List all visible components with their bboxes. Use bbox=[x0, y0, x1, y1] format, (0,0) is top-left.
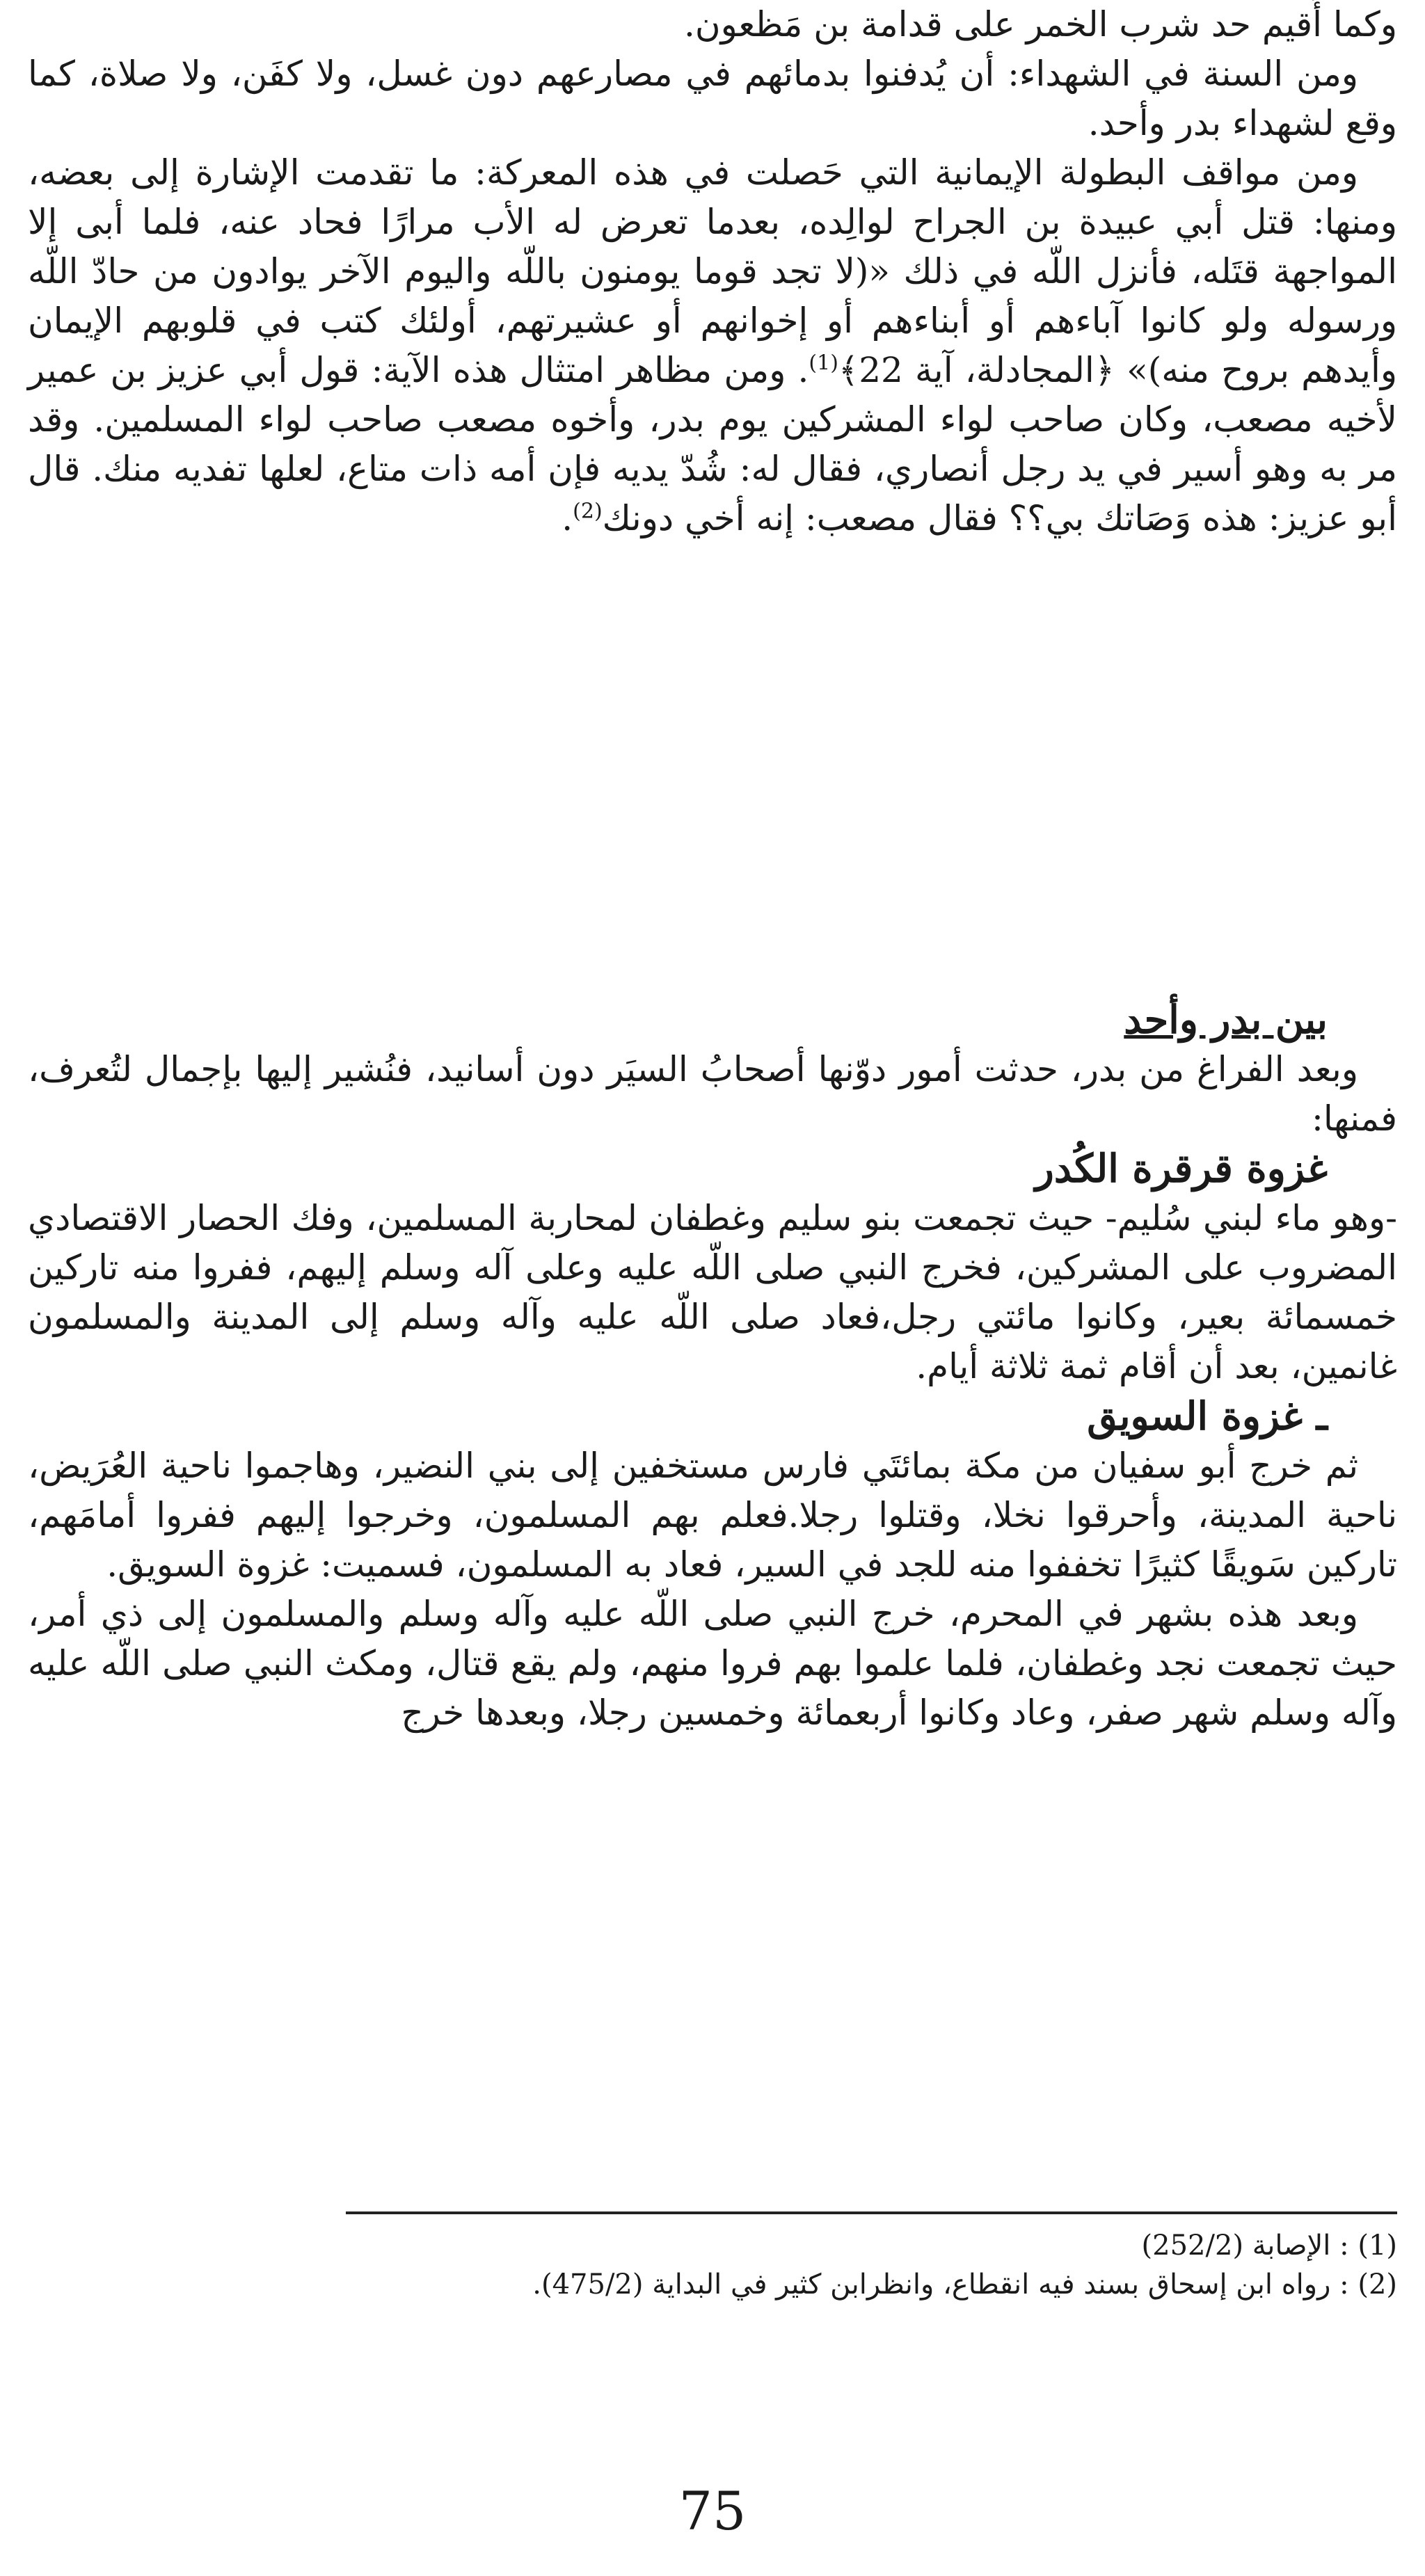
paragraph-kudr: -وهو ماء لبني سُليم- حيث تجمعت بنو سليم وغطفان لمحاربة المسلمين، وفك الحصار الاقتصادي المضروب على المشركين، فخرج النبي صلى اللّه عليه وعلى آله وسلم إليهم، ففروا منه تاركين خمسمائة بعير، وكانوا مائتي رجل،فعاد صلى اللّه عليه وآله وسلم إلى المدينة والمسلمون غانمين، بعد أن أقام ثمة ثلاثة أيام. bbox=[28, 1198, 1397, 1386]
paragraph-heroism-text: ومن مواقف البطولة الإيمانية التي حَصلت في هذه المعركة: ما تقدمت الإشارة إلى بعضه، ومنها: قتل أبي عبيدة بن الجراح لوالِده، بعدما تعرض له الأب مرارًا فحاد عنه، فلما أبى إلا المواجهة قتَله، فأنزل اللّه في ذلك «(لا تجد قوما يومنون باللّه واليوم الآخر يوادون من حادّ اللّه ورسوله ولو كانوا آباءهم أو أبناءهم أو إخوانهم أو عشيرتهم، أولئك كتب في قلوبهم الإيمان وأيدهم بروح منه)» ﴿المجادلة، آية 22﴾ bbox=[28, 152, 1397, 390]
footnote-number: (2) bbox=[1358, 2269, 1397, 2301]
paragraph-heroism-end: . bbox=[562, 498, 573, 538]
footnote-text: : رواه ابن إسحاق بسند فيه انقطاع، وانظرابن كثير في البداية (475/2). bbox=[532, 2269, 1349, 2301]
footnote-item bbox=[28, 2265, 1397, 2304]
footnote-divider bbox=[346, 2211, 1397, 2214]
footnote-number: (1) bbox=[1358, 2230, 1397, 2262]
footnote-text: : الإصابة (252/2) bbox=[1141, 2230, 1349, 2262]
section-intro: وبعد الفراغ من بدر، حدثت أمور دوّنها أصحابُ السيَر دون أسانيد، فنُشير إليها بإجمال لتُعرف، فمنها: bbox=[28, 1049, 1397, 1139]
subheading-sawiq: ـ غزوة السويق bbox=[1087, 1393, 1328, 1439]
section-block bbox=[28, 995, 1397, 1738]
paragraph-sawiq-2: وبعد هذه بشهر في المحرم، خرج النبي صلى اللّه عليه وآله وسلم والمسلمون إلى ذي أمر، حيث تجمعت نجد وغطفان، فلما علموا بهم فروا منهم، ولم يقع قتال، ومكث النبي صلى اللّه عليه وآله وسلم شهر صفر، وعاد وكانوا أربعمائة وخمسين رجلا، وبعدها خرج bbox=[28, 1594, 1397, 1733]
subheading-kudr: غزوة قرقرة الكُدر bbox=[1035, 1146, 1328, 1192]
footnote-ref-1: (1) bbox=[809, 351, 838, 376]
page-number: 75 bbox=[678, 2480, 747, 2542]
paragraph-qudama: وكما أُقيم حد شرب الخمر على قدامة بن مَظعون. bbox=[683, 4, 1397, 45]
top-text-block bbox=[28, 0, 1397, 543]
footnotes bbox=[28, 2226, 1397, 2304]
footnote-ref-2: (2) bbox=[573, 499, 603, 524]
paragraph-heroism-continued: . ومن مظاهر امتثال هذه الآية: قول أبي عزيز بن عمير لأخيه مصعب، وكان صاحب لواء المشركين يوم بدر، وأخوه مصعب صاحب لواء المسلمين. وقد مر به وهو أسير في يد رجل أنصاري، فقال له: شُدّ يديه فإن أمه ذات متاع، لعلها تفديه منك. قال أبو عزيز: هذه وَصَاتك بي؟؟ فقال مصعب: إنه أخي دونك bbox=[28, 350, 1397, 538]
paragraph-martyrs: ومن السنة في الشهداء: أن يُدفنوا بدمائهم في مصارعهم دون غسل، ولا كفَن، ولا صلاة، كما وقع لشهداء بدر وأحد. bbox=[28, 54, 1397, 143]
section-heading: بين بدر وأحد bbox=[1124, 997, 1328, 1043]
paragraph-heroism bbox=[28, 148, 1397, 543]
paragraph-sawiq-1: ثم خرج أبو سفيان من مكة بمائتَي فارس مستخفين إلى بني النضير، وهاجموا ناحية العُرَيض، ناحية المدينة، وأحرقوا نخلا، وقتلوا رجلا.فعلم بهم المسلمون، وخرجوا إليهم ففروا أمامَهم، تاركين سَويقًا كثيرًا تخففوا منه للجد في السير، فعاد به المسلمون، فسميت: غزوة السويق. bbox=[28, 1446, 1397, 1585]
footnote-item bbox=[28, 2226, 1397, 2265]
